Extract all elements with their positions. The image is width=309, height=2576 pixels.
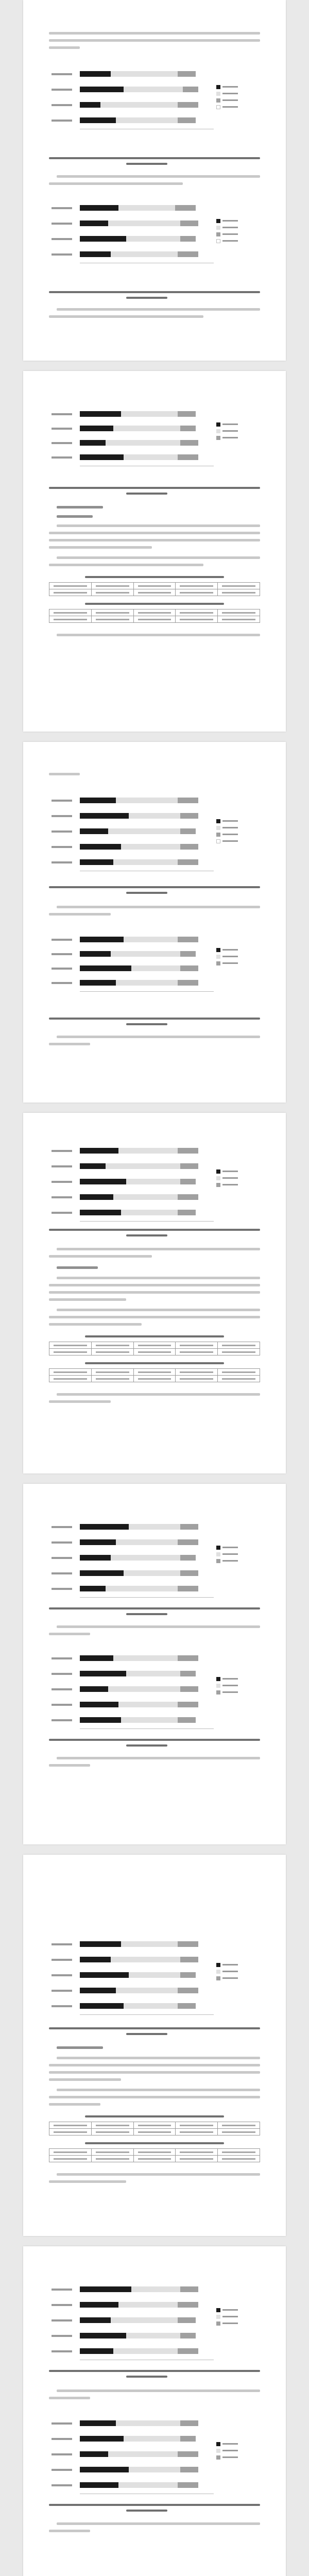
document-page-1: [23, 0, 286, 361]
document-page-7: [23, 2246, 286, 2576]
document-page-4: [23, 1113, 286, 1473]
bar-chart-6: [52, 1139, 268, 1242]
bar-chart-8: [52, 1646, 268, 1749]
bar-chart-7: [52, 1515, 268, 1618]
document-page-2: [23, 371, 286, 732]
bar-chart-11: [52, 2411, 268, 2514]
bar-chart-1: [52, 62, 268, 155]
data-table-5: [49, 2122, 260, 2136]
bar-chart-10: [52, 2277, 268, 2380]
data-table-1: [49, 582, 260, 596]
bar-chart-9: [52, 1932, 268, 2035]
bar-chart-3: [52, 402, 268, 484]
data-table-6: [49, 2148, 260, 2162]
document-page-5: [23, 1484, 286, 1844]
document-page-6: [23, 1855, 286, 2236]
bar-chart-2: [52, 196, 268, 289]
data-table-2: [49, 609, 260, 623]
data-table-3: [49, 1342, 260, 1355]
document-page-3: [23, 742, 286, 1103]
bar-chart-4: [52, 788, 268, 902]
bar-chart-5: [52, 927, 268, 1015]
data-table-4: [49, 1368, 260, 1382]
